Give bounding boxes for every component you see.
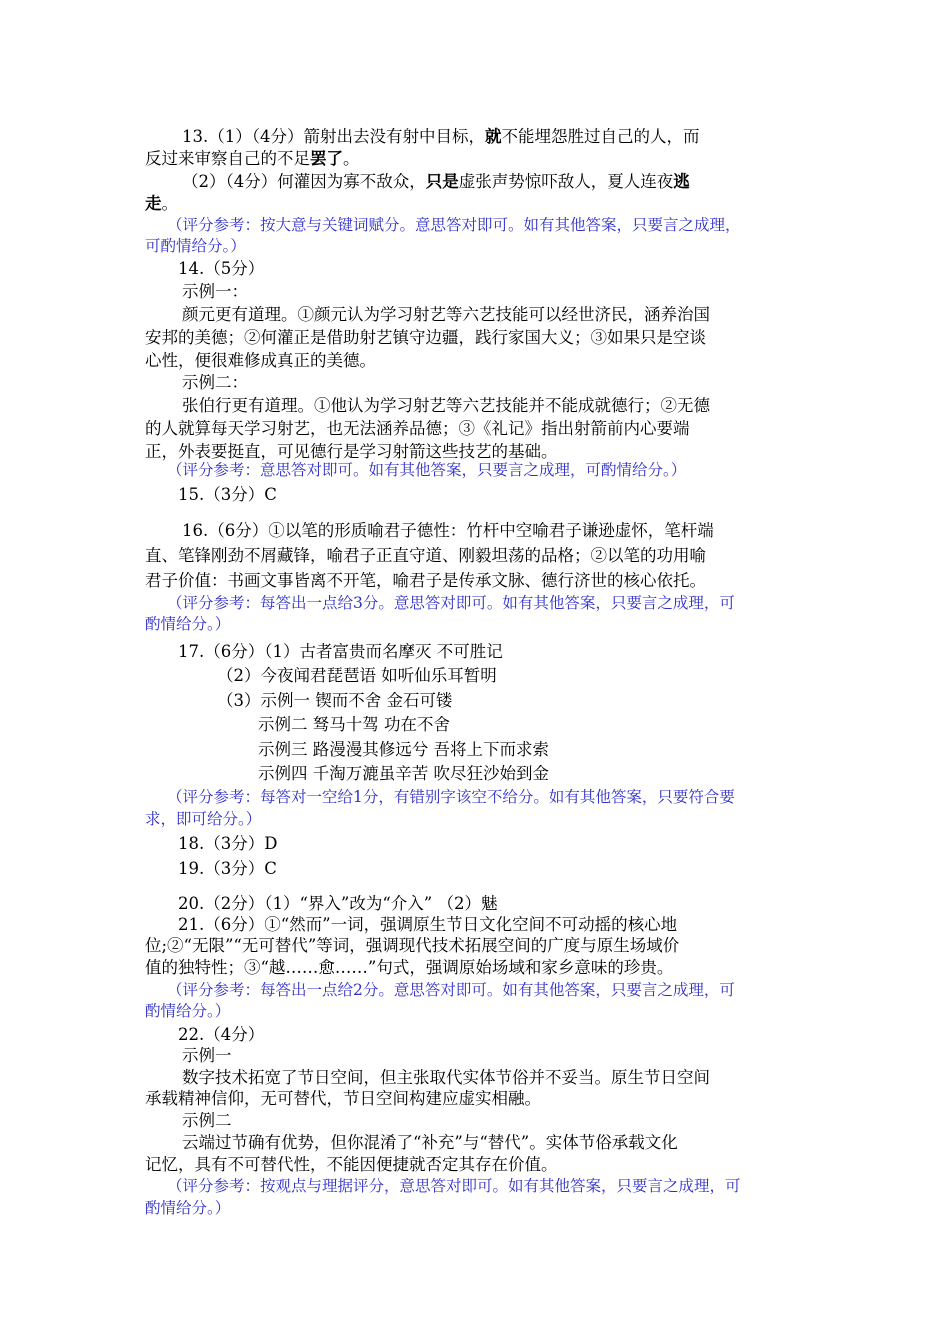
q17-line1: 17.（6分）（1）古者富贵而名摩灭 不可胜记 [178,642,503,661]
q21-scoring-note-line1: （评分参考：每答出一点给2分。意思答对即可。如有其他答案，只要言之成理，可 [167,981,735,999]
q13-scoring-note-line2: 可酌情给分。） [145,237,246,255]
q22-scoring-note-line1: （评分参考：按观点与理据评分，意思答对即可。如有其他答案，只要言之成理，可 [167,1177,741,1195]
q17-line4: 示例二 驽马十驾 功在不舍 [258,715,450,734]
q17-line2: （2）今夜闻君琵琶语 如听仙乐耳暂明 [217,666,497,685]
q14-example1-line2: 安邦的美德；②何灌正是借助射艺镇守边疆，践行家国大义；③如果只是空谈 [145,328,706,347]
q14-example1-label: 示例一： [182,282,248,301]
q14-example2-line2: 的人就算每天学习射艺，也无法涵养品德；③《礼记》指出射箭前内心要端 [145,419,690,438]
q14-heading: 14.（5分） [178,259,265,278]
q17-line5: 示例三 路漫漫其修远兮 吾将上下而求索 [258,740,549,759]
q17-scoring-note-line1: （评分参考：每答对一空给1分，有错别字该空不给分。如有其他答案，只要符合要 [167,788,735,806]
q18-answer: 18.（3分）D [178,834,278,853]
q13-scoring-note-line1: （评分参考：按大意与关键词赋分。意思答对即可。如有其他答案，只要言之成理， [167,216,741,234]
q22-example1-line1: 数字技术拓宽了节日空间，但主张取代实体节俗并不妥当。原生节日空间 [182,1068,710,1087]
q14-example1-line3: 心性，便很难修成真正的美德。 [145,351,376,370]
q16-scoring-note-line1: （评分参考：每答出一点给3分。意思答对即可。如有其他答案，只要言之成理，可 [167,594,735,612]
q17-line6: 示例四 千淘万漉虽辛苦 吹尽狂沙始到金 [258,764,549,783]
q22-example1-line2: 承载精神信仰，无可替代，节日空间构建应虚实相融。 [145,1089,541,1108]
q22-example2-line2: 记忆，具有不可替代性，不能因便捷就否定其存在价值。 [145,1155,558,1174]
q13-part2-line2: 走。 [145,194,178,213]
q19-answer: 19.（3分）C [178,859,277,878]
q16-scoring-note-line2: 酌情给分。） [145,615,231,633]
q22-example2-line1: 云端过节确有优势，但你混淆了“补充”与“替代”。实体节俗承载文化 [182,1133,678,1152]
q21-line3: 值的独特性；③“越……愈……”句式，强调原始场域和家乡意味的珍贵。 [145,958,674,977]
q16-line1: 16.（6分）①以笔的形质喻君子德性：竹杆中空喻君子谦逊虚怀，笔杆端 [182,521,714,540]
q15-answer: 15.（3分）C [178,485,277,504]
q17-scoring-note-line2: 求，即可给分。） [145,810,262,828]
q16-line2: 直、笔锋刚劲不屑藏锋，喻君子正直守道、刚毅坦荡的品格；②以笔的功用喻 [145,546,706,565]
q17-line3: （3）示例一 锲而不舍 金石可镂 [217,691,453,710]
q14-example2-line1: 张伯行更有道理。①他认为学习射艺等六艺技能并不能成就德行；②无德 [182,396,710,415]
q13-part2-line1: （2）（4分）何灌因为寡不敌众，只是虚张声势惊吓敌人，夏人连夜逃 [182,172,690,191]
q21-line1: 21.（6分）①“然而”一词，强调原生节日文化空间不可动摇的核心地 [178,915,678,934]
q22-scoring-note-line2: 酌情给分。） [145,1199,231,1217]
q22-example2-label: 示例二 [182,1111,232,1130]
q21-scoring-note-line2: 酌情给分。） [145,1002,231,1020]
q14-example1-line1: 颜元更有道理。①颜元认为学习射艺等六艺技能可以经世济民，涵养治国 [182,305,710,324]
q14-example2-line3: 正，外表要挺直，可见德行是学习射箭这些技艺的基础。 [145,442,558,461]
q22-example1-label: 示例一 [182,1046,232,1065]
q14-example2-label: 示例二： [182,373,248,392]
q13-part1-line1: 13.（1）（4分）箭射出去没有射中目标，就不能埋怨胜过自己的人，而 [182,127,700,146]
q14-scoring-note: （评分参考：意思答对即可。如有其他答案，只要言之成理，可酌情给分。） [167,461,687,479]
q16-line3: 君子价值：书画文事皆离不开笔，喻君子是传承文脉、德行济世的核心依托。 [145,571,706,590]
q21-line2: 位;②“无限”“无可替代”等词，强调现代技术拓展空间的广度与原生场域价 [145,936,680,955]
q13-part1-line2: 反过来审察自己的不足罢了。 [145,149,360,168]
q20-answer: 20.（2分）（1）“界入”改为“介入” （2）魅 [178,894,498,913]
q22-heading: 22.（4分） [178,1025,265,1044]
